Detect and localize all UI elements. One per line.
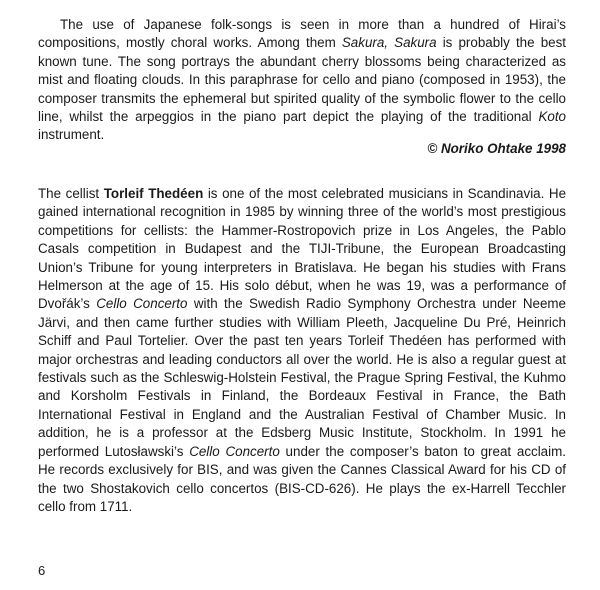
intro-text-3: instrument. bbox=[38, 127, 105, 143]
intro-text-1: The use of Japanese folk-songs is seen in more than a hundred of Hirai’s compositions, mostly choral works. Among them bbox=[38, 17, 566, 51]
intro-text-2: is probably the best known tune. The song portrays the abundant cherry blossoms being characterized as mist and floating clouds. In this paraphrase for cello and piano (composed in 1953), the composer transmits the ephemeral but spirited quality of the symbolic flower to the cello line, whilst the arpeggios in the piano part depict the playing of the traditional bbox=[38, 35, 567, 125]
bio-text-2: is one of the most celebrated musicians in Scandinavia. He gained international recognition in 1985 by winning three of the world’s most prestigious competitions for cellists: the Hammer-Rostropovich prize in Los Angeles, the Pablo Casals competition in Budapest and the TIJI-Tribune, the European Broadcasting Union’s Tribune for young interpreters in Bratislava. He began his studies with Frans Helmerson at the age of 15. His solo début, when he was 19, was a performance of Dvořák’s bbox=[38, 186, 567, 312]
instrument-koto: Koto bbox=[538, 109, 566, 125]
intro-paragraph bbox=[38, 16, 566, 145]
work-title-sakura: Sakura, Sakura bbox=[341, 35, 437, 51]
performer-name: Torleif Thedéen bbox=[103, 186, 204, 201]
work-title-lutoslawski-concerto: Cello Concerto bbox=[189, 443, 280, 459]
bio-text-4: under the composer’s baton to great acclaim. He records exclusively for BIS, and was given the Cannes Classical Award for his CD of the two Shostakovich cello concertos (BIS-CD-626). He plays the ex-Harrell Tecchler cello from 1711. bbox=[38, 443, 566, 514]
bio-text-3: with the Swedish Radio Symphony Orchestra under Neeme Järvi, and then came further studies with William Pleeth, Jacqueline Du Pré, Heinrich Schiff and Paul Tortelier. Over the past ten years Torleif Thedéen has performed with major orchestras and leading conductors all over the world. He is also a regular guest at festivals such as the Schleswig-Holstein Festival, the Prague Spring Festival, the Kuhmo and Korsholm Festivals in Finland, the Bordeaux Festival in France, the Bath International Festival in England and the Australian Festival of Chamber Music. In addition, he is a professor at the Edsberg Music Institute, Stockholm. In 1991 he performed Lutosławski’s bbox=[38, 296, 566, 459]
bio-paragraph bbox=[38, 185, 566, 516]
work-title-dvorak-concerto: Cello Concerto bbox=[96, 296, 188, 312]
page-number: 6 bbox=[38, 563, 46, 578]
author-signature: © Noriko Ohtake 1998 bbox=[427, 141, 566, 156]
bio-text-1: The cellist bbox=[38, 186, 104, 201]
